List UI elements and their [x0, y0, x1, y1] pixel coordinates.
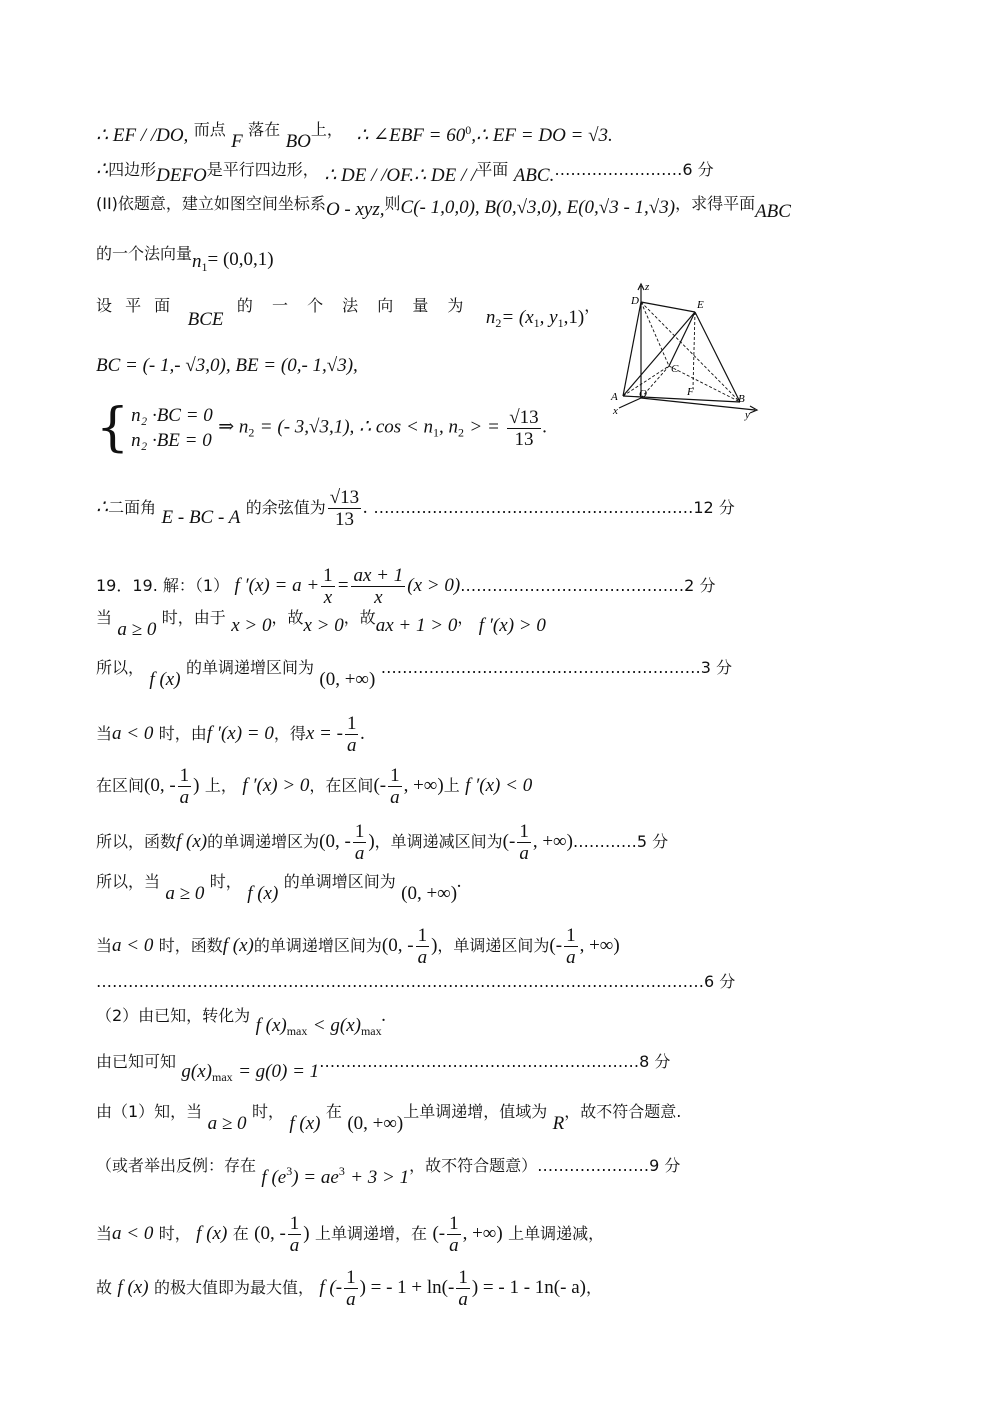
- math: (-: [502, 831, 516, 852]
- numerator: 1: [179, 765, 190, 786]
- edge-DA: [623, 302, 641, 396]
- math: f ′(x) = 0: [206, 723, 274, 744]
- score: ……………………………………………………8 分: [319, 1052, 671, 1071]
- math: 1: [433, 425, 440, 440]
- label-D: D: [631, 295, 639, 307]
- fraction: [288, 1214, 302, 1255]
- math: 0: [465, 123, 472, 137]
- math: 3: [286, 1164, 293, 1178]
- text: 的一个法向量: [96, 244, 193, 263]
- math: = (- 3,√3,1), ∴ cos < n: [259, 416, 434, 438]
- math: = (x: [501, 307, 534, 328]
- text: 上，: [204, 776, 237, 795]
- line-20: [96, 1104, 681, 1133]
- line-10: [96, 610, 546, 639]
- label-B: B: [738, 393, 745, 405]
- numerator: 1: [354, 821, 365, 842]
- math: (0, -: [144, 775, 176, 796]
- math: R: [552, 1113, 565, 1134]
- math: , +∞): [532, 831, 573, 852]
- numerator: ax + 1: [353, 565, 404, 586]
- denominator: a: [179, 787, 190, 808]
- text: 在区间: [96, 776, 145, 795]
- fraction: [447, 1214, 461, 1255]
- math: E - BC - A: [161, 507, 241, 528]
- math: (x > 0): [407, 575, 461, 596]
- math: 2: [248, 425, 255, 440]
- line-8: [96, 488, 735, 529]
- math: a < 0: [112, 1223, 154, 1244]
- fraction: [353, 822, 367, 863]
- math: f ′(x) > 0: [242, 775, 310, 796]
- math: x > 0: [231, 615, 272, 636]
- math: 2: [495, 316, 502, 330]
- math: 1: [201, 260, 208, 274]
- math: ,1): [563, 307, 585, 328]
- line-3: [96, 196, 791, 221]
- text: 所以，当: [96, 872, 161, 891]
- line-19: [96, 1054, 670, 1083]
- math: ): [303, 1223, 310, 1244]
- text: 当: [96, 724, 113, 743]
- denominator: a: [449, 1235, 459, 1256]
- text: 的单调递增区间为: [253, 936, 382, 955]
- score: ……………………6 分: [554, 160, 714, 179]
- text: 的 一 个 法 向 量 为: [236, 296, 471, 315]
- label-C: C: [671, 363, 679, 375]
- math: a ≥ 0: [207, 1113, 247, 1134]
- math: > =: [469, 416, 500, 438]
- math: f ′(x) > 0: [478, 615, 546, 636]
- math: x > 0: [303, 615, 344, 636]
- line-22: [96, 1214, 604, 1255]
- label-x: x: [613, 405, 618, 417]
- numerator: √13: [509, 406, 539, 428]
- text: 的单调增区间为: [283, 872, 396, 891]
- denominator: 13: [334, 509, 354, 530]
- geometry-figure: [605, 278, 765, 423]
- text: 上单调递增，在: [315, 1224, 428, 1243]
- fraction: [328, 488, 361, 529]
- denominator: a: [390, 787, 400, 808]
- math: n: [192, 251, 202, 272]
- math: f (-: [319, 1277, 343, 1298]
- math: ): [193, 775, 200, 796]
- math: (0, -: [319, 831, 351, 852]
- math: ) = - 1 - 1n(- a): [471, 1277, 586, 1298]
- math: BCE: [187, 309, 224, 330]
- math: 1: [557, 316, 564, 330]
- text: (II)依题意，建立如图空间坐标系: [96, 194, 326, 213]
- denominator: a: [417, 947, 428, 968]
- text: ，: [585, 1278, 602, 1297]
- text: ，在区间: [309, 776, 374, 795]
- math: BC = (- 1,- √3,0), BE = (0,- 1,√3),: [96, 355, 358, 376]
- fraction: [456, 1268, 470, 1309]
- math: (-: [549, 935, 563, 956]
- denominator: a: [354, 843, 365, 864]
- edge-CB: [669, 366, 740, 402]
- line-6: [96, 356, 358, 375]
- math: ∴ DE / /OF.∴ DE / /: [324, 165, 477, 186]
- fraction: [517, 822, 531, 863]
- denominator: a: [519, 843, 529, 864]
- text: 上，: [310, 120, 343, 139]
- math: f ′(x) < 0: [465, 775, 533, 796]
- fraction: [351, 566, 405, 607]
- numerator: 1: [449, 1213, 459, 1234]
- x-axis: [619, 398, 641, 408]
- fraction: [344, 1268, 358, 1309]
- text: 19．19. 解：（1）: [96, 576, 230, 595]
- math: , +∞): [462, 1223, 503, 1244]
- math: ∴ EF / /DO,: [96, 125, 189, 146]
- score: …………5 分: [572, 832, 669, 851]
- text: ，故不符合题意）…………………9 分: [409, 1156, 681, 1175]
- math: f (x): [196, 1223, 228, 1244]
- text: 时，: [158, 1224, 191, 1243]
- math: ax + 1 > 0: [375, 615, 458, 636]
- text: ，故: [343, 608, 376, 627]
- math: ABC.: [513, 165, 555, 186]
- text: 时，由: [158, 724, 207, 743]
- math: ) = - 1 + ln(-: [359, 1277, 455, 1298]
- text: ，: [584, 296, 601, 315]
- fraction: [507, 408, 540, 449]
- math: f (e: [261, 1167, 287, 1188]
- label-E: E: [697, 299, 704, 311]
- math: a < 0: [112, 723, 154, 744]
- math: ∴: [96, 159, 109, 180]
- math: .: [363, 497, 368, 518]
- numerator: 1: [323, 565, 333, 586]
- line-4: [96, 246, 274, 273]
- label-z: z: [645, 281, 650, 293]
- math: ∴ ∠EBF = 60: [356, 125, 466, 146]
- math: x = -: [305, 723, 343, 744]
- math: , y: [539, 307, 558, 328]
- text: 时，函数: [158, 936, 223, 955]
- text: 时，: [209, 872, 242, 891]
- text: ，单调递减区间为: [374, 832, 503, 851]
- text: ，得: [273, 724, 306, 743]
- line-13: [96, 766, 532, 807]
- fraction: [321, 566, 335, 607]
- line-15: [96, 872, 462, 903]
- math: C(- 1,0,0), B(0,√3,0), E(0,√3 - 1,√3): [400, 197, 676, 218]
- text: （或者举出反例：存在: [96, 1156, 257, 1175]
- line-1: [96, 122, 613, 151]
- line-17: [96, 974, 735, 991]
- math: (0, +∞): [401, 883, 458, 904]
- fraction: [564, 926, 578, 967]
- fraction: [416, 926, 430, 967]
- text: 上单调递减，: [508, 1224, 605, 1243]
- line-23: [96, 1268, 602, 1309]
- math: 2: [458, 425, 465, 440]
- text: 当: [96, 1224, 113, 1243]
- text: 平面: [476, 160, 509, 179]
- brace: {: [96, 398, 130, 458]
- math: a ≥ 0: [165, 883, 205, 904]
- math: n₂ ·BC = 0: [131, 405, 213, 426]
- math: f (x): [117, 1277, 149, 1298]
- math: g(x): [181, 1061, 213, 1082]
- label-A: A: [611, 391, 618, 403]
- text: （2）由已知，转化为: [96, 1006, 251, 1025]
- text: 时，: [251, 1102, 284, 1121]
- text: ，求得平面: [675, 194, 756, 213]
- edge-EF: [693, 312, 695, 388]
- math: f (x): [255, 1015, 287, 1036]
- text: 当: [96, 936, 113, 955]
- label-y: y: [745, 409, 750, 421]
- line-14: [96, 822, 668, 863]
- math: F: [231, 131, 243, 152]
- text: 时，由于: [161, 608, 226, 627]
- line-5: [96, 298, 600, 329]
- math: a ≥ 0: [117, 619, 157, 640]
- math: f (x): [176, 831, 208, 852]
- numerator: 1: [289, 1213, 300, 1234]
- math: DEFO: [156, 165, 207, 186]
- math: (0, -: [381, 935, 414, 956]
- numerator: 1: [519, 821, 529, 842]
- math: + 3 > 1: [350, 1167, 410, 1188]
- math: (0, +∞): [319, 669, 376, 690]
- score: ……………………………………………………12 分: [373, 498, 735, 517]
- numerator: √13: [329, 487, 360, 508]
- math: max: [286, 1024, 308, 1038]
- text: 而点: [193, 120, 226, 139]
- text: 上单调递增，值域为: [403, 1102, 548, 1121]
- label-F: F: [687, 386, 694, 398]
- math: .: [457, 871, 462, 892]
- fraction: [388, 766, 402, 807]
- text: 的极大值即为最大值，: [153, 1278, 314, 1297]
- math: f ′(x) = a +: [234, 575, 320, 596]
- math: (0, -: [254, 1223, 286, 1244]
- denominator: x: [374, 587, 383, 608]
- math: 3: [338, 1164, 345, 1178]
- math: a < 0: [112, 935, 154, 956]
- text: 二面角: [108, 498, 157, 517]
- text: 则: [384, 194, 401, 213]
- denominator: x: [323, 587, 333, 608]
- line-9: [96, 566, 715, 607]
- math: f (x): [222, 935, 254, 956]
- score: ……………………………………………………3 分: [380, 658, 732, 677]
- math: ): [431, 935, 438, 956]
- math: 1: [533, 316, 540, 330]
- denominator: 13: [514, 428, 534, 450]
- math: = g(0) = 1: [238, 1061, 320, 1082]
- math: , +∞): [403, 775, 444, 796]
- math: < g(x): [312, 1015, 361, 1036]
- math: max: [360, 1024, 382, 1038]
- math: = (0,0,1): [207, 249, 274, 270]
- math: ⇒ n: [218, 416, 249, 438]
- edge-EC: [669, 312, 695, 366]
- math: O - xyz,: [325, 199, 385, 220]
- math: BO: [285, 131, 311, 152]
- line-11: [96, 660, 732, 689]
- line-12: [96, 714, 365, 755]
- math: ) = ae: [292, 1167, 339, 1188]
- denominator: a: [346, 1289, 356, 1310]
- math: ABC: [755, 201, 791, 222]
- text: 故: [96, 1278, 113, 1297]
- math: , +∞): [579, 935, 620, 956]
- text: 四边形: [108, 160, 157, 179]
- math: n₂ ·BE = 0: [131, 430, 212, 451]
- numerator: 1: [346, 1267, 356, 1288]
- text: 上: [443, 776, 460, 795]
- math: (0, +∞): [347, 1113, 404, 1134]
- math: f (x): [149, 669, 181, 690]
- numerator: 1: [458, 1267, 468, 1288]
- text: 由已知可知: [96, 1052, 177, 1071]
- text: ，故不符合题意.: [564, 1102, 682, 1121]
- math: ∴: [96, 497, 109, 518]
- text: ，单调递区间为: [437, 936, 550, 955]
- math: (-: [373, 775, 387, 796]
- score: ……………………………………2 分: [460, 576, 716, 595]
- text: ，: [457, 608, 474, 627]
- denominator: a: [566, 947, 576, 968]
- math: ): [368, 831, 375, 852]
- line-18: [96, 1006, 386, 1037]
- edge-EB: [695, 312, 740, 402]
- text: 由（1）知，当: [96, 1102, 203, 1121]
- line-2: [96, 160, 714, 185]
- numerator: 1: [390, 765, 400, 786]
- text: 所以，函数: [96, 832, 177, 851]
- text: 的单调递增区间为: [185, 658, 314, 677]
- text: ，故: [271, 608, 304, 627]
- line-21: [96, 1158, 680, 1187]
- math: f (x): [247, 883, 279, 904]
- score: ……………………………………………………………………………………………………6 分: [96, 972, 736, 991]
- text: 的单调递增区为: [207, 832, 320, 851]
- text: 的余弦值为: [245, 498, 326, 517]
- math: (-: [432, 1223, 446, 1244]
- math: .: [360, 723, 366, 744]
- text: 当: [96, 608, 113, 627]
- line-16: [96, 926, 620, 967]
- math: , n: [439, 416, 459, 438]
- numerator: 1: [346, 713, 357, 734]
- equation-system: [96, 398, 213, 458]
- edge-EA: [623, 312, 695, 396]
- denominator: a: [458, 1289, 468, 1310]
- numerator: 1: [566, 925, 576, 946]
- text: 在: [232, 1224, 249, 1243]
- math: .: [542, 416, 548, 438]
- denominator: a: [346, 735, 357, 756]
- fraction: [345, 714, 359, 755]
- text: 是平行四边形，: [206, 160, 319, 179]
- text: 在: [325, 1102, 342, 1121]
- math: max: [212, 1070, 233, 1084]
- label-O: O: [639, 388, 647, 400]
- denominator: a: [289, 1235, 300, 1256]
- text: 落在: [248, 120, 281, 139]
- math: n: [485, 307, 496, 328]
- math: ,∴ EF = DO = √3.: [471, 125, 613, 146]
- numerator: 1: [417, 925, 428, 946]
- text: 设 平 面: [96, 296, 175, 315]
- math: f (x): [289, 1113, 321, 1134]
- math: =: [336, 575, 350, 596]
- text: 所以，: [96, 658, 145, 677]
- edge-DC: [641, 302, 669, 366]
- line-7: [96, 398, 548, 458]
- fraction: [178, 766, 192, 807]
- math: .: [381, 1005, 387, 1026]
